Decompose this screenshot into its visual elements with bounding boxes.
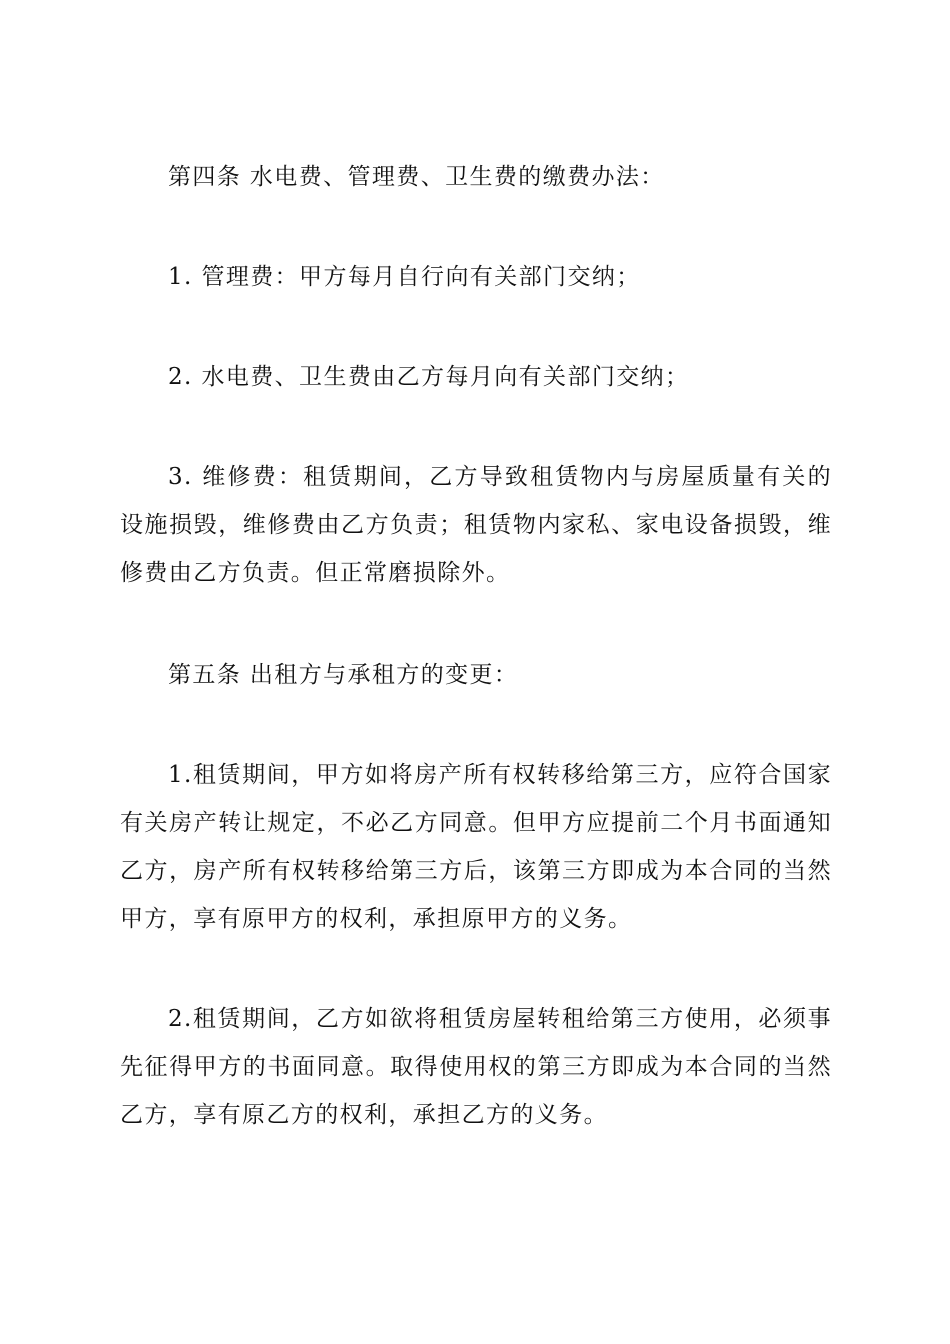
article-4-item-2: 2. 水电费、卫生费由乙方每月向有关部门交纳； — [168, 364, 690, 390]
article-4-item-1: 1. 管理费：甲方每月自行向有关部门交纳； — [168, 264, 641, 290]
article-5-item-1: 1.租赁期间，甲方如将房产所有权转移给第三方，应符合国家有关房产转让规定，不必乙方同意。但甲方应提前二个月书面通知乙方，房产所有权转移给第三方后，该第三方即成为本合同的当然甲方，享有原甲方的权利，承担原甲方的义务。 — [120, 762, 832, 932]
article-4-item-3: 3. 维修费：租赁期间，乙方导致租赁物内与房屋质量有关的设施损毁，维修费由乙方负责；租赁物内家私、家电设备损毁，维修费由乙方负责。但正常磨损除外。 — [120, 464, 832, 586]
article-4-heading: 第四条 水电费、管理费、卫生费的缴费办法： — [168, 164, 665, 190]
article-5-item-2: 2.租赁期间，乙方如欲将租赁房屋转租给第三方使用，必须事先征得甲方的书面同意。取得使用权的第三方即成为本合同的当然乙方，享有原乙方的权利，承担乙方的义务。 — [120, 1006, 832, 1128]
article-5-heading: 第五条 出租方与承租方的变更： — [168, 662, 519, 688]
